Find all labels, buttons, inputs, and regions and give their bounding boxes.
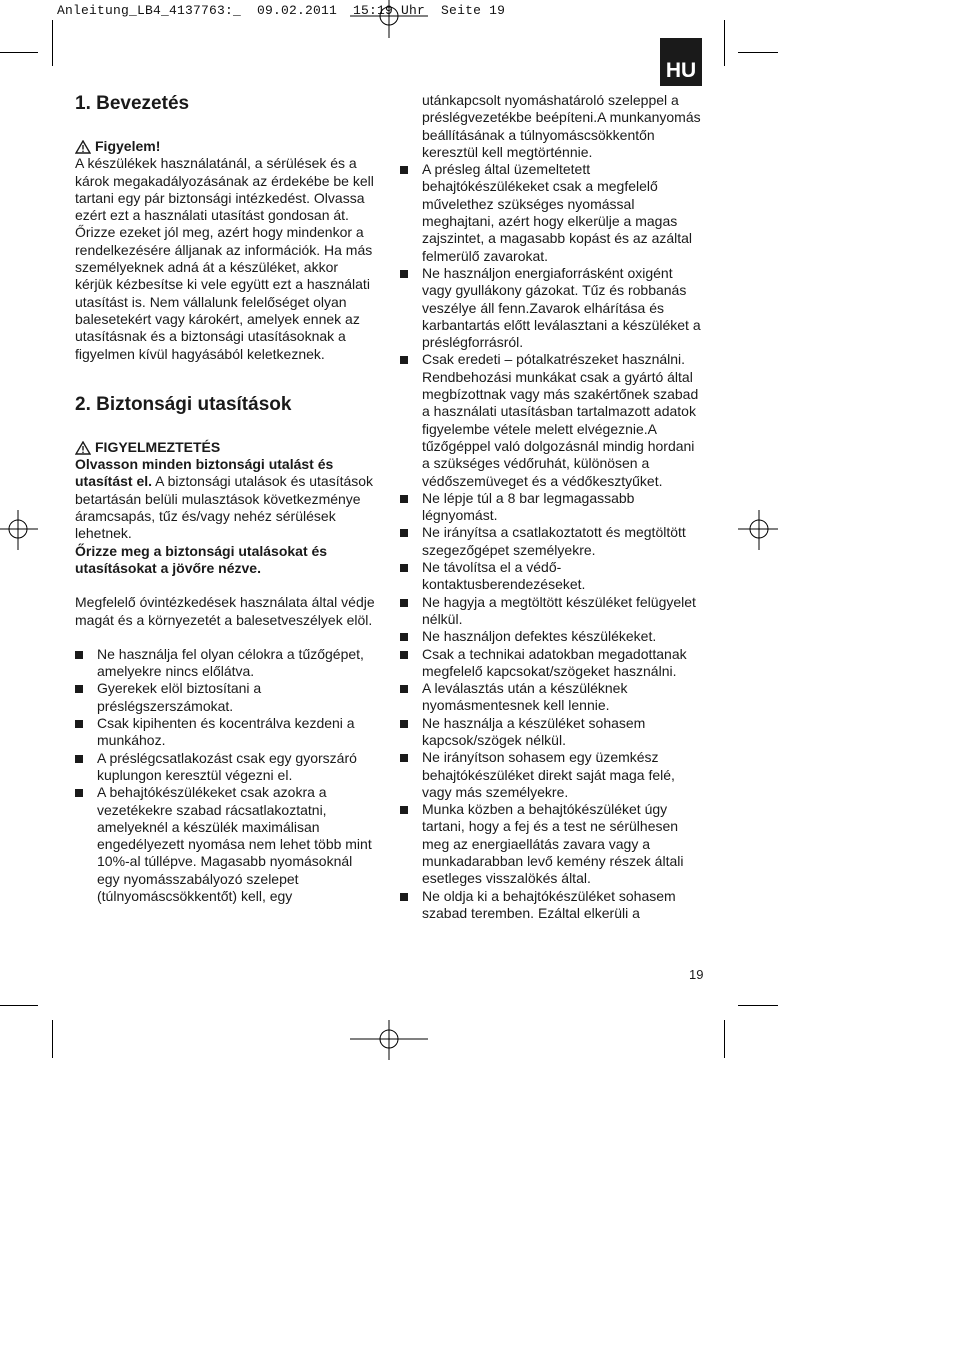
crop-mark <box>52 20 53 66</box>
intro-paragraph: A készülékek használatánál, a sérülések és a károk megakadályozásának az érdekébe be kell tartani egy pár biztonsági intézkedést. Olvassa ezért ezt a használati utasítást gondosan át. Őrizze ezeket jól meg, azért hogy mindenkor a rendelkezésére álljanak az információk. Ha más személyeknek adná át a készüléket, akkor kérjük kézbesítse ki vele együtt ezt a használati utasítást is. Nem vállalunk felelőséget olyan balesetekért vagy károkért, amelyek ennek az utasításnak és a biztonsági utasításoknak a figyelmen kívül hagyásából keletkeznek. <box>75 155 374 362</box>
warning-text: Figyelem! <box>95 138 161 154</box>
safety-list-left <box>75 646 375 905</box>
warning-label <box>75 138 375 155</box>
list-item: Ne irányítson sohasem egy üzemkész behajtókészüléket direkt saját maga felé, vagy más személyekre. <box>400 749 705 801</box>
list-item: Ne irányítsa a csatlakoztatott és megtöltött szegezőgépet személyekre. <box>400 524 705 559</box>
right-column <box>400 92 705 922</box>
precaution-paragraph: Megfelelő óvintézkedések használata által védje magát és a környezetét a balesetveszélyek elöl. <box>75 594 375 628</box>
list-item: Ne használjon energiaforrásként oxigént vagy gyullákony gázokat. Tűz és robbanás veszélye áll fenn.Zavarok elhárítása és karbantartás előtt leválasztani a készüléket a préslégforrásról. <box>400 265 705 351</box>
list-item: A préslégcsatlakozást csak egy gyorszáró kuplungon keresztül végezni el. <box>75 750 375 785</box>
crop-mark <box>0 52 38 53</box>
list-item: A behajtókészülékeket csak azokra a vezetékekre szabad rácsatlakoztatni, amelyeknél a készülék maximálisan engedélyezett nyomása nem lehet több mint 10%-al túllépve. Magasabb nyomásoknál egy nyomásszabályozó szelepet (túlnyomáscsökkentőt) kell, egy <box>75 784 375 905</box>
list-item: Csak kipihenten és kocentrálva kezdeni a munkához. <box>75 715 375 750</box>
language-tab: HU <box>660 38 702 86</box>
list-item: Ne használjon defektes készülékeket. <box>400 628 705 645</box>
crop-mark <box>52 1020 53 1058</box>
safety-paragraph <box>75 456 375 542</box>
crop-mark <box>738 52 778 53</box>
crop-mark <box>724 1020 725 1058</box>
list-item: A leválasztás után a készüléknek nyomásmentesnek kell lennie. <box>400 680 705 715</box>
safety-list-right <box>400 161 705 922</box>
page-number: 19 <box>689 967 704 982</box>
warning-triangle-icon <box>75 140 91 154</box>
list-item: Ne lépje túl a 8 bar legmagassabb légnyomást. <box>400 490 705 525</box>
bold-instruction: Olvasson minden biztonsági utalást és utasítást el. <box>75 456 334 490</box>
registration-mark-top <box>350 0 428 38</box>
list-item: A présleg által üzemeltetett behajtókészülékeket csak a megfelelő művelethez szükséges nyomással meghajtani, azért hogy elkerülje a magas zajszintet, a magasabb kopást és az azáltal felmerülő zavarokat. <box>400 161 705 265</box>
list-item: Munka közben a behajtókészüléket úgy tartani, hogy a fej és a test ne sérülhesen meg az energiaellátás zavara vagy a munkadarabban levő kemény részek általi esetleges visszalökés által. <box>400 801 705 887</box>
list-item: Ne használja a készüléket sohasem kapcsok/szögek nélkül. <box>400 715 705 750</box>
list-item: Csak eredeti – pótalkatrészeket használni. Rendbehozási munkákat csak a gyártó által megbízottnak vagy más szakértőnek szabad a használati utasításban tartalmazott adatok figyelembe vétele melett elvégeznie.A tűzőgéppel való dolgozásnál mindig hordani a szükséges védőruhát, különösen a védőszemüveget és a védőkesztyűket. <box>400 351 705 489</box>
list-item: Ne hagyja a megtöltött készüléket felügyelet nélkül. <box>400 594 705 629</box>
crop-mark <box>724 20 725 66</box>
bold-instruction: Őrizze meg a biztonsági utalásokat és utasításokat a jövőre nézve. <box>75 542 328 576</box>
list-item: Ne távolítsa el a védő-kontaktusberendezéseket. <box>400 559 705 594</box>
registration-mark-left <box>0 510 38 550</box>
list-item: Gyerekek elöl biztosítani a préslégszerszámokat. <box>75 680 375 715</box>
section-1-heading: 1. Bevezetés <box>75 93 190 114</box>
warning-label <box>75 439 375 456</box>
keep-instructions <box>75 543 375 578</box>
list-item: Ne használja fel olyan célokra a tűzőgépet, amelyekre nincs előlátva. <box>75 646 375 681</box>
list-item: Csak a technikai adatokban megadottanak megfelelő kapcsokat/szögeket használni. <box>400 646 705 681</box>
warning-triangle-icon <box>75 441 91 455</box>
crop-mark <box>738 1005 778 1006</box>
continuation-text: utánkapcsolt nyomáshatároló szeleppel a préslégvezetékbe beépíteni.A munkanyomás beállításának a túlnyomáscsökkentőn keresztül kell megtörténnie. <box>422 92 701 160</box>
crop-mark <box>0 1005 38 1006</box>
safety-text: A biztonsági utalások és utasítások betartásán belüli mulasztások következménye áramcsapás, tűz és/vagy nehéz sérülések lehetnek. <box>75 473 374 542</box>
warning-text: FIGYELMEZTETÉS <box>95 438 221 455</box>
left-column <box>75 92 375 905</box>
registration-mark-right <box>738 510 778 550</box>
list-item: Ne oldja ki a behajtókészüléket sohasem szabad teremben. Ezáltal elkerüli a <box>400 888 705 923</box>
registration-mark-bottom <box>350 1020 428 1060</box>
section-2-heading: 2. Biztonsági utasítások <box>75 393 292 415</box>
print-slug: Anleitung_LB4_4137763:_ 09.02.2011 15:19 Uhr Seite 19 <box>57 3 506 18</box>
